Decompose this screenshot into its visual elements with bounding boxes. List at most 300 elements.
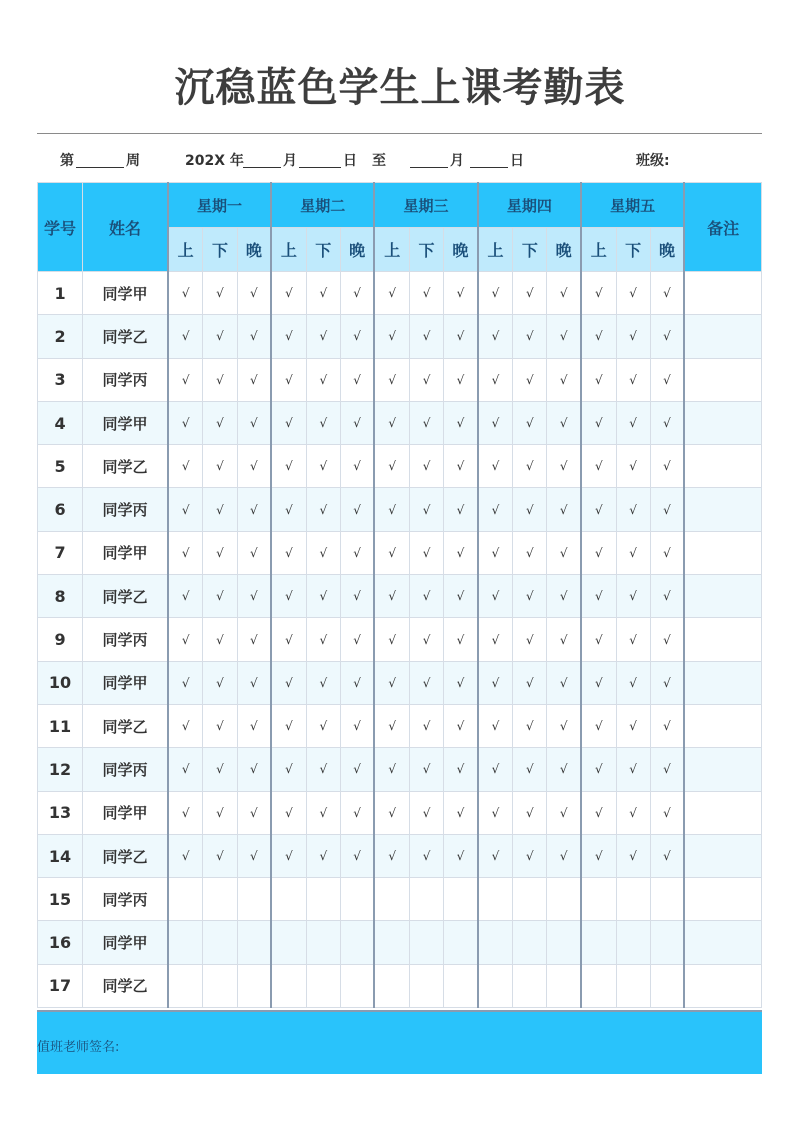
student-id: 16 [38,921,83,964]
attendance-cell[interactable]: √ [444,748,478,791]
attendance-cell[interactable]: √ [237,358,271,401]
attendance-cell[interactable]: √ [581,445,616,488]
attendance-cell[interactable]: √ [444,315,478,358]
attendance-cell[interactable]: √ [513,791,547,834]
attendance-cell[interactable] [478,878,513,921]
attendance-cell[interactable]: √ [374,748,409,791]
attendance-cell[interactable] [616,921,650,964]
attendance-cell[interactable]: √ [306,618,340,661]
attendance-cell[interactable]: √ [237,401,271,444]
attendance-cell[interactable] [271,921,306,964]
attendance-cell[interactable]: √ [410,445,444,488]
attendance-cell[interactable] [237,878,271,921]
attendance-cell[interactable]: √ [478,531,513,574]
attendance-cell[interactable] [271,878,306,921]
attendance-cell[interactable]: √ [203,618,237,661]
remark-cell[interactable] [684,834,761,877]
attendance-cell[interactable]: √ [271,834,306,877]
attendance-cell[interactable]: √ [650,575,684,618]
attendance-cell[interactable]: √ [271,315,306,358]
attendance-cell[interactable]: √ [478,748,513,791]
attendance-cell[interactable]: √ [374,834,409,877]
attendance-cell[interactable]: √ [237,445,271,488]
attendance-cell[interactable]: √ [616,748,650,791]
attendance-cell[interactable]: √ [581,704,616,747]
remark-cell[interactable] [684,704,761,747]
attendance-cell[interactable] [203,878,237,921]
attendance-cell[interactable]: √ [168,315,203,358]
attendance-cell[interactable]: √ [547,531,581,574]
remark-cell[interactable] [684,964,761,1007]
attendance-cell[interactable]: √ [444,445,478,488]
attendance-cell[interactable]: √ [650,445,684,488]
attendance-cell[interactable]: √ [340,358,374,401]
remark-cell[interactable] [684,401,761,444]
attendance-cell[interactable]: √ [444,488,478,531]
remark-cell[interactable] [684,531,761,574]
attendance-cell[interactable]: √ [547,618,581,661]
attendance-cell[interactable]: √ [203,445,237,488]
attendance-cell[interactable]: √ [271,791,306,834]
header-period: 晚 [444,228,478,272]
attendance-cell[interactable]: √ [374,531,409,574]
attendance-cell[interactable]: √ [616,618,650,661]
attendance-cell[interactable]: √ [444,272,478,315]
attendance-cell[interactable]: √ [444,531,478,574]
remark-cell[interactable] [684,748,761,791]
attendance-cell[interactable]: √ [547,834,581,877]
attendance-cell[interactable] [203,921,237,964]
attendance-cell[interactable]: √ [168,791,203,834]
attendance-cell[interactable]: √ [616,401,650,444]
header-day: 星期五 [581,183,684,228]
attendance-cell[interactable]: √ [410,575,444,618]
attendance-cell[interactable]: √ [271,358,306,401]
attendance-cell[interactable]: √ [581,661,616,704]
attendance-cell[interactable]: √ [616,315,650,358]
attendance-cell[interactable] [547,878,581,921]
attendance-cell[interactable]: √ [168,358,203,401]
attendance-cell[interactable]: √ [168,488,203,531]
attendance-cell[interactable]: √ [616,445,650,488]
attendance-cell[interactable]: √ [374,401,409,444]
attendance-cell[interactable]: √ [410,791,444,834]
attendance-cell[interactable]: √ [340,315,374,358]
month1-blank[interactable] [243,167,281,168]
attendance-cell[interactable]: √ [616,272,650,315]
attendance-cell[interactable]: √ [168,618,203,661]
attendance-cell[interactable] [306,964,340,1007]
attendance-cell[interactable]: √ [513,358,547,401]
attendance-cell[interactable] [374,921,409,964]
attendance-cell[interactable]: √ [410,618,444,661]
attendance-cell[interactable]: √ [340,488,374,531]
attendance-cell[interactable]: √ [478,358,513,401]
attendance-cell[interactable]: √ [168,834,203,877]
attendance-cell[interactable]: √ [547,358,581,401]
attendance-cell[interactable]: √ [271,272,306,315]
attendance-cell[interactable]: √ [444,358,478,401]
attendance-cell[interactable]: √ [513,401,547,444]
attendance-cell[interactable]: √ [581,488,616,531]
attendance-cell[interactable]: √ [374,661,409,704]
attendance-cell[interactable] [444,964,478,1007]
attendance-cell[interactable] [410,921,444,964]
attendance-cell[interactable]: √ [410,401,444,444]
table-row [38,791,762,834]
attendance-cell[interactable]: √ [340,531,374,574]
attendance-cell[interactable]: √ [616,704,650,747]
attendance-cell[interactable] [340,964,374,1007]
attendance-cell[interactable]: √ [306,704,340,747]
attendance-cell[interactable]: √ [650,531,684,574]
attendance-cell[interactable]: √ [581,401,616,444]
header-name: 姓名 [83,183,168,272]
remark-cell[interactable] [684,315,761,358]
attendance-cell[interactable]: √ [581,791,616,834]
attendance-cell[interactable]: √ [374,488,409,531]
attendance-cell[interactable]: √ [306,748,340,791]
attendance-cell[interactable] [410,964,444,1007]
attendance-cell[interactable]: √ [513,834,547,877]
attendance-cell[interactable]: √ [271,531,306,574]
attendance-cell[interactable]: √ [271,661,306,704]
attendance-cell[interactable]: √ [547,748,581,791]
attendance-cell[interactable]: √ [616,575,650,618]
attendance-cell[interactable]: √ [306,445,340,488]
attendance-cell[interactable]: √ [306,401,340,444]
month2-blank[interactable] [410,167,448,168]
attendance-cell[interactable]: √ [203,704,237,747]
attendance-cell[interactable]: √ [340,748,374,791]
student-name: 同学乙 [83,575,168,618]
remark-cell[interactable] [684,878,761,921]
attendance-cell[interactable]: √ [650,748,684,791]
attendance-cell[interactable]: √ [374,315,409,358]
attendance-cell[interactable]: √ [547,401,581,444]
attendance-cell[interactable]: √ [237,488,271,531]
attendance-cell[interactable] [203,964,237,1007]
attendance-cell[interactable] [168,878,203,921]
attendance-cell[interactable]: √ [340,661,374,704]
header-day: 星期三 [374,183,477,228]
attendance-cell[interactable]: √ [444,834,478,877]
attendance-cell[interactable]: √ [306,791,340,834]
attendance-cell[interactable]: √ [203,531,237,574]
attendance-cell[interactable]: √ [513,661,547,704]
attendance-cell[interactable]: √ [478,575,513,618]
attendance-cell[interactable]: √ [237,661,271,704]
attendance-cell[interactable]: √ [581,315,616,358]
attendance-cell[interactable]: √ [650,704,684,747]
attendance-cell[interactable] [306,921,340,964]
attendance-cell[interactable]: √ [547,661,581,704]
header-id: 学号 [38,183,83,272]
attendance-cell[interactable]: √ [168,445,203,488]
attendance-cell[interactable]: √ [513,575,547,618]
attendance-cell[interactable]: √ [237,748,271,791]
attendance-cell[interactable]: √ [168,661,203,704]
attendance-cell[interactable]: √ [374,704,409,747]
attendance-cell[interactable]: √ [444,661,478,704]
attendance-cell[interactable]: √ [306,358,340,401]
week-prefix: 第 [60,153,74,169]
attendance-cell[interactable] [410,878,444,921]
attendance-cell[interactable]: √ [237,531,271,574]
attendance-cell[interactable]: √ [271,618,306,661]
attendance-cell[interactable]: √ [168,401,203,444]
attendance-cell[interactable]: √ [237,791,271,834]
attendance-cell[interactable]: √ [237,618,271,661]
signature-bar [37,1010,762,1074]
table-row [38,661,762,704]
attendance-cell[interactable]: √ [203,358,237,401]
attendance-cell[interactable]: √ [306,488,340,531]
attendance-cell[interactable]: √ [616,358,650,401]
attendance-cell[interactable] [650,921,684,964]
remark-cell[interactable] [684,791,761,834]
attendance-cell[interactable]: √ [478,272,513,315]
attendance-cell[interactable]: √ [340,834,374,877]
student-name: 同学乙 [83,834,168,877]
attendance-cell[interactable]: √ [513,618,547,661]
attendance-cell[interactable]: √ [237,704,271,747]
attendance-cell[interactable]: √ [478,661,513,704]
remark-cell[interactable] [684,445,761,488]
attendance-cell[interactable]: √ [203,488,237,531]
attendance-cell[interactable]: √ [650,358,684,401]
attendance-cell[interactable]: √ [547,445,581,488]
attendance-cell[interactable]: √ [168,531,203,574]
attendance-cell[interactable]: √ [203,272,237,315]
attendance-cell[interactable]: √ [513,315,547,358]
attendance-cell[interactable]: √ [237,272,271,315]
attendance-cell[interactable] [547,964,581,1007]
day1-blank[interactable] [299,167,341,168]
attendance-cell[interactable]: √ [650,618,684,661]
attendance-cell[interactable]: √ [374,618,409,661]
attendance-cell[interactable]: √ [374,445,409,488]
attendance-cell[interactable]: √ [306,661,340,704]
attendance-cell[interactable] [444,921,478,964]
attendance-cell[interactable]: √ [478,704,513,747]
attendance-cell[interactable]: √ [340,791,374,834]
attendance-cell[interactable]: √ [478,791,513,834]
attendance-cell[interactable]: √ [203,575,237,618]
attendance-cell[interactable] [650,878,684,921]
attendance-cell[interactable]: √ [616,661,650,704]
attendance-cell[interactable]: √ [444,618,478,661]
attendance-cell[interactable]: √ [650,315,684,358]
attendance-cell[interactable] [306,878,340,921]
attendance-cell[interactable] [616,878,650,921]
remark-cell[interactable] [684,488,761,531]
attendance-cell[interactable] [513,878,547,921]
attendance-cell[interactable]: √ [168,575,203,618]
attendance-cell[interactable] [581,964,616,1007]
attendance-cell[interactable]: √ [547,791,581,834]
attendance-cell[interactable]: √ [581,618,616,661]
attendance-cell[interactable]: √ [581,575,616,618]
attendance-cell[interactable]: √ [306,315,340,358]
attendance-cell[interactable]: √ [478,488,513,531]
attendance-cell[interactable]: √ [616,834,650,877]
attendance-cell[interactable]: √ [513,704,547,747]
attendance-cell[interactable]: √ [237,315,271,358]
attendance-cell[interactable]: √ [271,748,306,791]
attendance-cell[interactable]: √ [410,272,444,315]
attendance-cell[interactable]: √ [444,791,478,834]
attendance-cell[interactable]: √ [340,272,374,315]
attendance-cell[interactable] [581,921,616,964]
attendance-cell[interactable] [374,878,409,921]
attendance-cell[interactable]: √ [410,531,444,574]
attendance-cell[interactable]: √ [444,575,478,618]
remark-cell[interactable] [684,618,761,661]
attendance-cell[interactable]: √ [306,575,340,618]
attendance-cell[interactable]: √ [478,834,513,877]
attendance-cell[interactable]: √ [340,704,374,747]
attendance-cell[interactable]: √ [340,575,374,618]
attendance-cell[interactable]: √ [203,834,237,877]
attendance-cell[interactable] [340,921,374,964]
student-name: 同学丙 [83,488,168,531]
attendance-cell[interactable]: √ [203,661,237,704]
attendance-cell[interactable]: √ [650,488,684,531]
attendance-cell[interactable]: √ [410,704,444,747]
attendance-cell[interactable] [374,964,409,1007]
attendance-cell[interactable]: √ [410,488,444,531]
attendance-cell[interactable]: √ [616,791,650,834]
remark-cell[interactable] [684,272,761,315]
remark-cell[interactable] [684,921,761,964]
attendance-cell[interactable]: √ [271,401,306,444]
table-row [38,272,762,315]
table-row [38,878,762,921]
attendance-cell[interactable]: √ [271,488,306,531]
attendance-cell[interactable] [513,964,547,1007]
attendance-cell[interactable]: √ [513,531,547,574]
student-id: 8 [38,575,83,618]
attendance-cell[interactable]: √ [374,358,409,401]
attendance-cell[interactable] [581,878,616,921]
attendance-cell[interactable] [237,921,271,964]
attendance-cell[interactable] [340,878,374,921]
month2-label: 月 [450,153,464,169]
attendance-cell[interactable]: √ [340,401,374,444]
attendance-cell[interactable] [478,964,513,1007]
attendance-cell[interactable]: √ [581,272,616,315]
attendance-cell[interactable]: √ [410,661,444,704]
attendance-cell[interactable]: √ [203,401,237,444]
table-row [38,445,762,488]
attendance-cell[interactable]: √ [203,791,237,834]
attendance-cell[interactable]: √ [513,272,547,315]
attendance-cell[interactable]: √ [478,315,513,358]
attendance-cell[interactable]: √ [616,488,650,531]
attendance-cell[interactable]: √ [547,575,581,618]
attendance-cell[interactable] [478,921,513,964]
header-day: 星期一 [168,183,271,228]
header-period: 下 [616,228,650,272]
year-label: 202X 年 [185,153,244,169]
attendance-cell[interactable]: √ [650,791,684,834]
attendance-cell[interactable]: √ [650,661,684,704]
attendance-cell[interactable]: √ [306,834,340,877]
attendance-cell[interactable]: √ [168,272,203,315]
attendance-cell[interactable]: √ [168,748,203,791]
attendance-cell[interactable]: √ [340,445,374,488]
attendance-cell[interactable]: √ [306,531,340,574]
attendance-cell[interactable]: √ [340,618,374,661]
attendance-cell[interactable]: √ [581,834,616,877]
attendance-cell[interactable]: √ [650,834,684,877]
attendance-cell[interactable]: √ [547,315,581,358]
student-id: 14 [38,834,83,877]
attendance-cell[interactable] [168,921,203,964]
attendance-cell[interactable]: √ [478,618,513,661]
attendance-cell[interactable]: √ [410,748,444,791]
attendance-cell[interactable]: √ [547,488,581,531]
attendance-cell[interactable]: √ [237,834,271,877]
remark-cell[interactable] [684,575,761,618]
attendance-cell[interactable]: √ [478,401,513,444]
attendance-cell[interactable] [237,964,271,1007]
student-name: 同学甲 [83,921,168,964]
attendance-cell[interactable]: √ [547,704,581,747]
attendance-cell[interactable]: √ [271,445,306,488]
attendance-cell[interactable]: √ [650,272,684,315]
attendance-cell[interactable]: √ [203,315,237,358]
attendance-cell[interactable] [168,964,203,1007]
attendance-cell[interactable]: √ [444,704,478,747]
attendance-cell[interactable]: √ [374,575,409,618]
attendance-cell[interactable]: √ [374,272,409,315]
attendance-cell[interactable]: √ [168,704,203,747]
attendance-cell[interactable]: √ [547,272,581,315]
attendance-cell[interactable]: √ [513,748,547,791]
attendance-cell[interactable]: √ [410,315,444,358]
attendance-cell[interactable]: √ [650,401,684,444]
attendance-cell[interactable]: √ [306,272,340,315]
attendance-cell[interactable]: √ [271,575,306,618]
attendance-cell[interactable] [444,878,478,921]
attendance-cell[interactable]: √ [410,358,444,401]
attendance-cell[interactable] [616,964,650,1007]
attendance-cell[interactable]: √ [444,401,478,444]
attendance-cell[interactable]: √ [581,748,616,791]
week-blank[interactable] [76,167,124,168]
attendance-cell[interactable]: √ [410,834,444,877]
attendance-cell[interactable]: √ [374,791,409,834]
day2-blank[interactable] [470,167,508,168]
attendance-cell[interactable]: √ [237,575,271,618]
attendance-cell[interactable] [513,921,547,964]
attendance-cell[interactable]: √ [478,445,513,488]
attendance-cell[interactable]: √ [513,488,547,531]
remark-cell[interactable] [684,358,761,401]
attendance-cell[interactable] [650,964,684,1007]
attendance-cell[interactable] [547,921,581,964]
attendance-cell[interactable]: √ [581,358,616,401]
attendance-cell[interactable]: √ [581,531,616,574]
attendance-cell[interactable] [271,964,306,1007]
attendance-cell[interactable]: √ [513,445,547,488]
attendance-cell[interactable]: √ [271,704,306,747]
remark-cell[interactable] [684,661,761,704]
attendance-cell[interactable]: √ [616,531,650,574]
attendance-cell[interactable]: √ [203,748,237,791]
